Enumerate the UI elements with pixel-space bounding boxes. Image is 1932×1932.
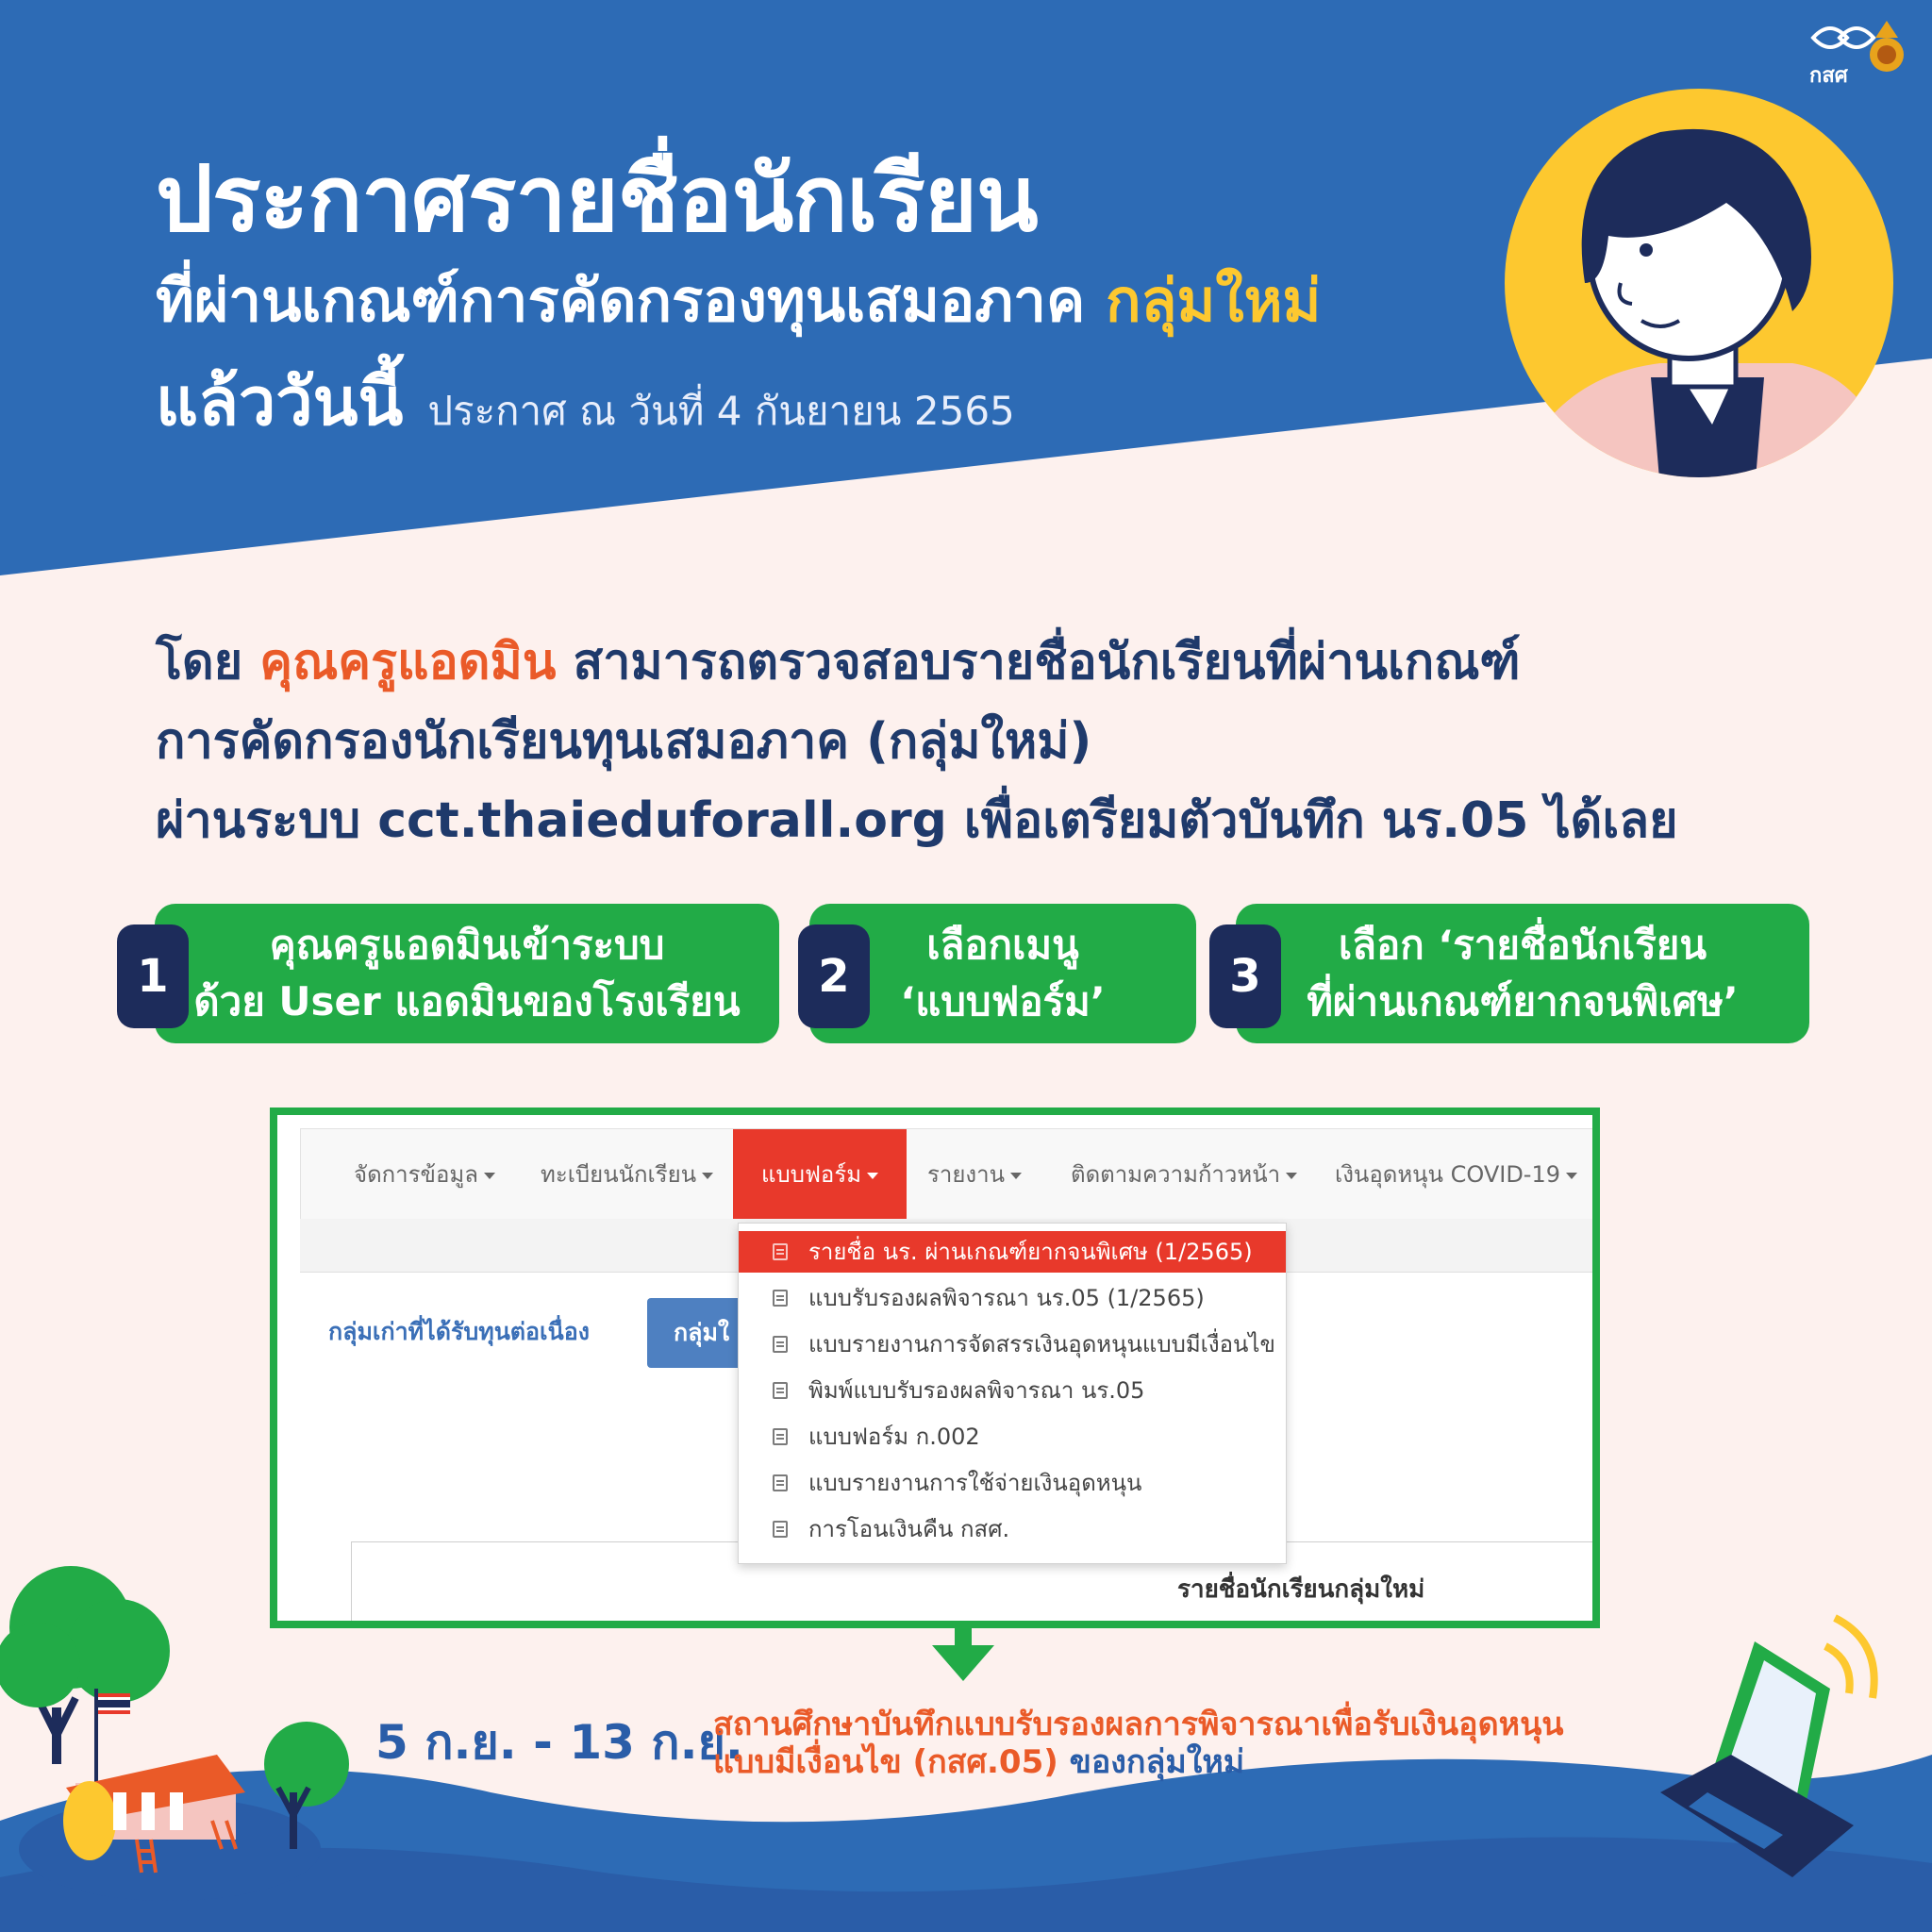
page-title: ประกาศรายชื่อนักเรียน: [156, 146, 1038, 252]
menu-item-print-certify[interactable]: พิมพ์แบบรับรองผลพิจารณา นร.05: [739, 1370, 1286, 1411]
instruction-line-1: [156, 623, 1678, 702]
logo-text: กสศ: [1809, 64, 1848, 88]
date-range: 5 ก.ย. - 13 ก.ย.: [375, 1715, 743, 1770]
menu-item-allocation-report[interactable]: แบบรายงานการจัดสรรเงินอุดหนุนแบบมีเงื่อนไข: [739, 1324, 1286, 1365]
step-1-line-2: ด้วย User แอดมินของโรงเรียน: [193, 978, 741, 1024]
menu-item-eligible-list[interactable]: รายชื่อ นร. ผ่านเกณฑ์ยากจนพิเศษ (1/2565): [739, 1231, 1286, 1273]
page-subtitle: [156, 255, 1321, 347]
caret-down-icon: [1010, 1173, 1022, 1179]
instruction-text: [156, 623, 1678, 860]
note-line-2-dark: ของกลุ่มใหม่: [1069, 1743, 1245, 1781]
nav-forms[interactable]: แบบฟอร์ม: [733, 1129, 907, 1220]
document-icon: [773, 1336, 788, 1353]
step-1-number: 1: [117, 924, 189, 1028]
subtitle-highlight: กลุ่มใหม่: [1106, 266, 1322, 335]
menu-item-spending-report[interactable]: แบบรายงานการใช้จ่ายเงินอุดหนุน: [739, 1462, 1286, 1504]
caret-down-icon: [1566, 1173, 1577, 1179]
announce-date: ประกาศ ณ วันที่ 4 กันยายน 2565: [427, 388, 1015, 434]
nav-manage-data[interactable]: จัดการข้อมูล: [354, 1129, 495, 1220]
step-3-line-2: ที่ผ่านเกณฑ์ยากจนพิเศษ’: [1307, 978, 1739, 1024]
tab-new-group[interactable]: กลุ่มใ: [647, 1298, 779, 1368]
document-icon: [773, 1382, 788, 1399]
nav-student-registry[interactable]: ทะเบียนนักเรียน: [541, 1129, 713, 1220]
document-icon: [773, 1474, 788, 1491]
teacher-avatar-illustration: [1505, 89, 1896, 491]
instruction-rest: สามารถตรวจสอบรายชื่อนักเรียนที่ผ่านเกณฑ์: [573, 634, 1521, 691]
document-icon: [773, 1428, 788, 1445]
step-2-line-1: เลือกเมนู: [926, 922, 1079, 968]
instruction-highlight: คุณครูแอดมิน: [259, 634, 557, 691]
caret-down-icon: [702, 1173, 713, 1179]
panel-title: รายชื่อนักเรียนกลุ่มใหม่: [1177, 1575, 1425, 1604]
step-2-line-2: ‘แบบฟอร์ม’: [900, 978, 1106, 1024]
note-line-1: สถานศึกษาบันทึกแบบรับรองผลการพิจารณาเพื่อรับเงินอุดหนุน: [713, 1706, 1564, 1743]
document-icon: [773, 1521, 788, 1538]
step-1-card: [155, 904, 779, 1043]
step-3-number: 3: [1209, 924, 1281, 1028]
menu-item-certify-form[interactable]: แบบรับรองผลพิจารณา นร.05 (1/2565): [739, 1277, 1286, 1319]
nav-progress[interactable]: ติดตามความก้าวหน้า: [1071, 1129, 1297, 1220]
note-line-2: [713, 1743, 1564, 1781]
subtitle-main: ที่ผ่านเกณฑ์การคัดกรองทุนเสมอภาค: [156, 266, 1086, 335]
nav-reports[interactable]: รายงาน: [927, 1129, 1022, 1220]
caret-down-icon: [867, 1173, 878, 1179]
forms-dropdown-menu: [738, 1223, 1287, 1564]
nav-bar: [300, 1128, 1594, 1221]
note-line-2-orange: แบบมีเงื่อนไข (กสศ.05): [713, 1743, 1058, 1781]
tree-illustration: [0, 1566, 170, 1764]
nav-covid-subsidy[interactable]: เงินอุดหนุน COVID-19: [1335, 1129, 1577, 1220]
system-screenshot: [270, 1108, 1600, 1628]
instruction-line-2: การคัดกรองนักเรียนทุนเสมอภาค (กลุ่มใหม่): [156, 713, 1092, 770]
menu-item-form-k002[interactable]: แบบฟอร์ม ก.002: [739, 1416, 1286, 1457]
step-3-line-1: เลือก ‘รายชื่อนักเรียน: [1338, 922, 1707, 968]
announce-line: [156, 349, 1015, 454]
caret-down-icon: [1286, 1173, 1297, 1179]
caret-down-icon: [484, 1173, 495, 1179]
menu-item-refund[interactable]: การโอนเงินคืน กสศ.: [739, 1508, 1286, 1550]
instruction-line-3: ผ่านระบบ cct.thaieduforall.org เพื่อเตรียมตัวบันทึก นร.05 ได้เลย: [156, 792, 1678, 849]
deadline-note: [713, 1706, 1564, 1781]
instruction-prefix: โดย: [156, 634, 243, 691]
step-3-card: [1236, 904, 1809, 1043]
document-icon: [773, 1290, 788, 1307]
tab-old-group[interactable]: กลุ่มเก่าที่ได้รับทุนต่อเนื่อง: [328, 1318, 590, 1345]
document-icon: [773, 1243, 788, 1260]
step-1-line-1: คุณครูแอดมินเข้าระบบ: [269, 922, 665, 968]
announce-today: แล้ววันนี้: [156, 363, 404, 441]
step-2-number: 2: [798, 924, 870, 1028]
